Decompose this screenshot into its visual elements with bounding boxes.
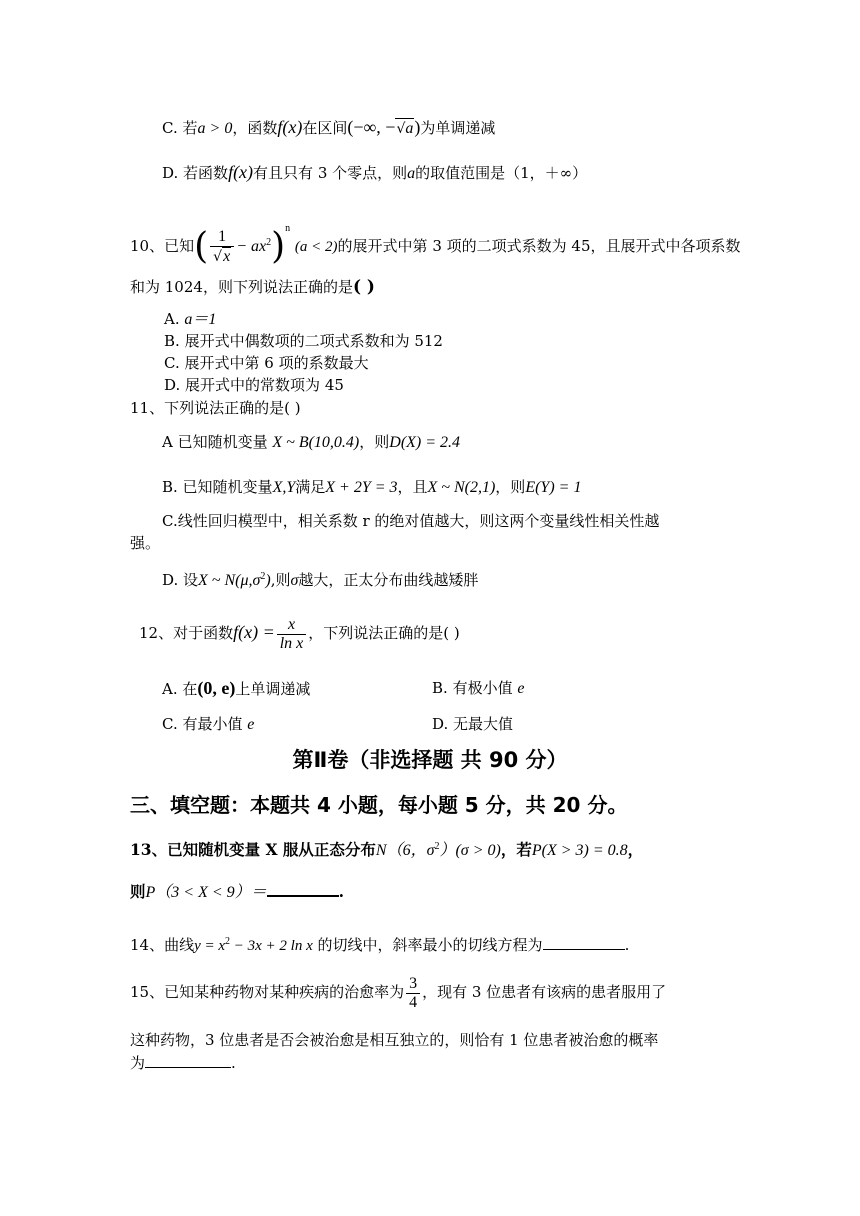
text: 13、已知随机变量 X 服从正态分布 [130, 840, 376, 860]
option-letter: C. [162, 119, 178, 137]
q11-stem [130, 397, 301, 419]
text: 强。 [130, 534, 161, 552]
q10-option-b [164, 330, 443, 352]
q10-stem-line2 [130, 276, 375, 298]
question-number: 10、 [130, 237, 165, 255]
fraction: $\frac{1}{√x}$ [210, 228, 234, 266]
q11-option-a [162, 431, 460, 454]
math: X + 2Y = 3 [325, 479, 398, 496]
text: 在区间 [302, 119, 348, 137]
math: D(X) = 2.4 [389, 434, 461, 451]
text: 若 [182, 119, 198, 137]
math: E(Y) = 1 [525, 479, 582, 496]
math: X ~ B(10,0.4) [272, 434, 360, 451]
text: . [338, 882, 345, 901]
text: 越大，正太分布曲线越矮胖 [298, 571, 479, 589]
text: C.线性回归模型中，相关系数 r 的绝对值越大，则这两个变量线性相关性越 [162, 512, 660, 530]
text: B. 已知随机变量 [162, 478, 273, 496]
option-letter: B. [164, 332, 180, 350]
q12-option-c [162, 713, 254, 736]
text: 14、曲线 [130, 936, 195, 954]
q13-line2 [130, 881, 344, 904]
q10-option-a [164, 308, 216, 331]
heading-text: 第Ⅱ卷（非选择题 共 90 分） [292, 748, 568, 772]
math: − 3x + 2 ln x [230, 938, 313, 954]
denominator: 4 [409, 993, 418, 1011]
text: ， [627, 840, 644, 860]
text: 这种药物，3 位患者是否会被治愈是相互独立的，则恰有 1 位患者被治愈的概率 [130, 1031, 659, 1049]
q9-option-c: C. 若a > 0，函数f(x)在区间(−∞, −√a)为单调递减 [162, 117, 496, 137]
q12-stem [139, 612, 460, 653]
math: − ax [236, 238, 267, 255]
numerator: x [277, 616, 307, 635]
text: 和为 1024，则下列说法正确的是 [130, 278, 353, 296]
text: 的取值范围是（1，＋∞） [415, 164, 588, 182]
math: (a < 2) [294, 239, 338, 255]
exponent: 2 [266, 237, 272, 248]
q10-option-d [164, 374, 344, 396]
text: 为 [130, 1054, 146, 1072]
text: 则 [130, 882, 146, 901]
fraction [406, 975, 420, 1012]
text: ，函数 [232, 119, 278, 137]
exponent: 2 [434, 841, 440, 852]
text: 已知 [164, 237, 195, 255]
option-letter: B. [432, 679, 448, 697]
q10-stem: 10、已知( $\frac{1}{√x}$ − $ax^2)^n$ (a < 2)的展开式中第 3 项的二项式系数为 45，且展开式中各项系数 [130, 223, 741, 267]
text: A 已知随机变量 [162, 433, 268, 451]
text: 上单调递减 [235, 680, 311, 698]
denominator: x [223, 248, 231, 265]
option-letter: A. [162, 680, 178, 698]
text: 的展开式中第 3 项的二项式系数为 45，且展开式中各项系数 [337, 237, 741, 255]
q15-stem [130, 972, 666, 1012]
q11-option-c-line1 [162, 510, 659, 532]
q11-option-c-line2 [130, 532, 160, 554]
math: f(x) [228, 162, 254, 182]
text: 为单调递减 [420, 119, 496, 137]
option-letter: C. [162, 715, 178, 733]
text: ，且 [397, 478, 428, 496]
text: ，现有 3 位患者有该病的患者服用了 [422, 983, 667, 1001]
math: (−∞, − [347, 117, 396, 137]
option-text: 展开式中的常数项为 45 [185, 376, 344, 394]
q10-option-c [164, 352, 369, 374]
exponent: 2 [225, 936, 231, 947]
text: 有极小值 [452, 679, 513, 697]
text: . [624, 936, 630, 954]
text: ，若 [500, 840, 532, 860]
option-letter: C. [164, 354, 180, 372]
option-letter: D. [432, 715, 449, 733]
math: a > 0 [197, 120, 233, 137]
text: 满足 [295, 478, 326, 496]
text: 有且只有 3 个零点，则 [253, 164, 408, 182]
numerator: 1 [210, 228, 234, 247]
q11-option-d [162, 566, 478, 592]
option-letter: D. [164, 376, 181, 394]
math: X ~ N(2,1) [427, 479, 496, 496]
text: ，则 [359, 433, 390, 451]
q12-option-b [432, 677, 524, 700]
text: 11、下列说法正确的是( ) [130, 399, 301, 417]
option-letter: A. [164, 310, 180, 328]
section-3-heading [130, 791, 627, 819]
q14-stem [130, 931, 629, 957]
option-letter: D. [162, 164, 179, 182]
fraction [277, 616, 307, 653]
denominator: ln x [279, 634, 304, 652]
math: X ~ N(μ,σ [198, 572, 261, 589]
text: . [231, 1054, 236, 1072]
text: 无最大值 [453, 715, 514, 733]
text: 的切线中，斜率最小的切线方程为 [317, 936, 543, 954]
numerator: 3 [406, 975, 420, 994]
text: D. 设 [162, 571, 199, 589]
math: a [405, 120, 414, 137]
option-text: 展开式中偶数项的二项式系数和为 512 [184, 332, 443, 350]
option-text: a＝1 [184, 311, 217, 328]
q12-option-d [432, 713, 513, 735]
text: 若函数 [183, 164, 229, 182]
exponent: 2 [260, 571, 266, 582]
answer-paren: ( ) [352, 277, 375, 297]
text: 有最小值 [182, 715, 243, 733]
math: P(X > 3) = 0.8 [531, 842, 628, 860]
math: y = x [194, 938, 226, 954]
math: f(x) = [233, 622, 275, 642]
math: X,Y [272, 479, 296, 496]
part-ii-heading [0, 746, 860, 774]
text: 12、对于函数 [139, 624, 234, 642]
exponent: n [285, 223, 291, 234]
heading-text: 三、填空题：本题共 4 小题，每小题 5 分，共 20 分。 [130, 793, 628, 817]
math: σ [290, 572, 299, 589]
q13-stem [130, 836, 643, 862]
q11-option-b [162, 476, 581, 499]
answer-blank[interactable] [267, 895, 339, 897]
q9-option-d [162, 161, 587, 185]
text: ,则 [270, 571, 291, 589]
math: P（3 < X < 9）＝ [145, 884, 267, 901]
answer-blank[interactable] [543, 949, 625, 950]
q15-line3 [130, 1052, 236, 1074]
math: e [247, 716, 255, 733]
text: ，下列说法正确的是( ) [308, 624, 460, 642]
text: ，则 [495, 478, 526, 496]
answer-blank[interactable] [145, 1067, 231, 1068]
q12-option-a [162, 677, 310, 700]
math: N（6，σ [375, 842, 435, 860]
math: ）(σ > 0) [439, 842, 501, 860]
option-text: 展开式中第 6 项的系数最大 [184, 354, 369, 372]
math: a [407, 165, 416, 182]
math: (0, e) [197, 678, 236, 698]
q15-line2 [130, 1029, 658, 1051]
math: f(x) [277, 117, 303, 137]
text: 在 [182, 680, 198, 698]
math: e [517, 680, 525, 697]
math: ) [265, 572, 271, 589]
math: ) [414, 117, 421, 137]
text: 15、已知某种药物对某种疾病的治愈率为 [130, 983, 405, 1001]
